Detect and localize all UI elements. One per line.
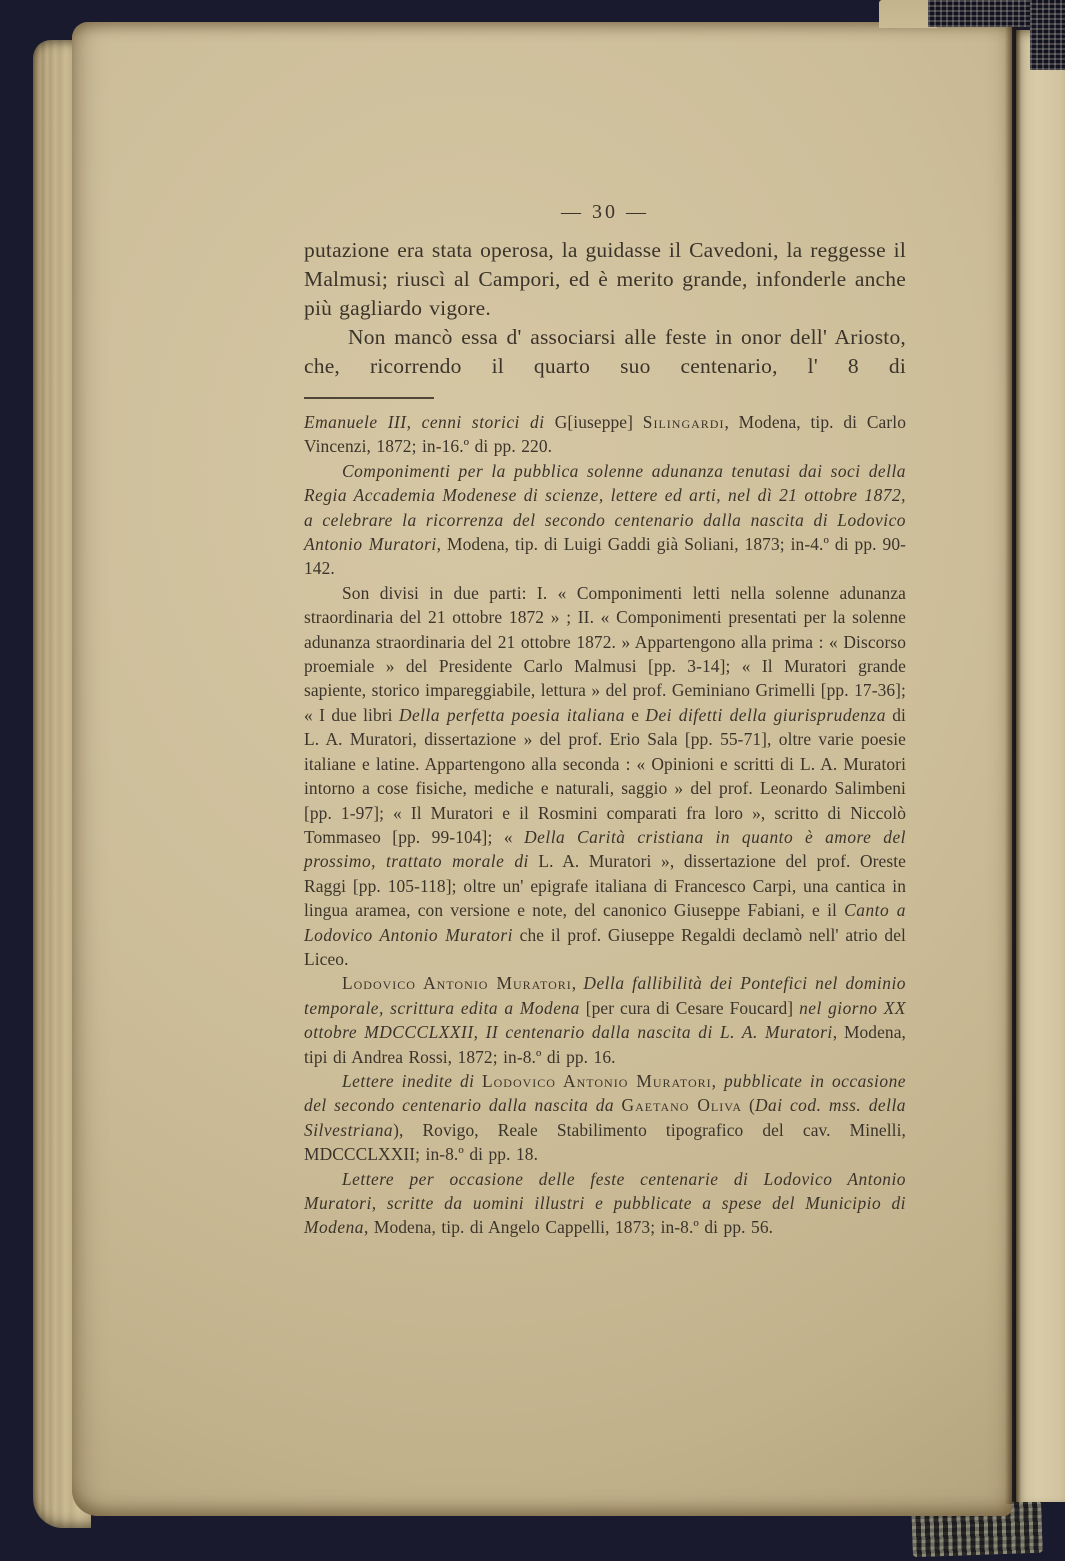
footnote-segment-roman: , Modena, tip. di Carlo Vincenzi, 1872; in-16.º di pp. 220. xyxy=(304,412,906,457)
footnote xyxy=(304,1069,906,1167)
footnote-segment-italic: Canto a Lodovico Antonio Muratori xyxy=(304,900,906,945)
footnotes xyxy=(304,410,906,1240)
footnote-segment-italic: Della fallibilità dei Pontefici nel dominio temporale, scrittura edita a Modena xyxy=(304,973,906,1018)
footnote-segment-smallcaps: Silingardi xyxy=(642,412,725,432)
footnote-segment-roman: di L. A. Muratori, dissertazione » del prof. Erio Sala [pp. 55-71], oltre varie poesie italiane e latine. Appartengono alla seconda : « Opinioni e scritti di L. A. Muratori intorno a cose fisiche, mediche e naturali, saggio » del prof. Leonardo Salimbeni [pp. 1-97]; « Il Muratori e il Rosmini comparati fra loro », scritto di Niccolò Tommaseo [pp. 99-104]; « xyxy=(304,704,906,847)
footnote-segment-italic: nel giorno XX ottobre MDCCCLXXII, II centenario dalla nascita di L. A. Muratori xyxy=(304,997,906,1043)
footnote xyxy=(304,410,906,459)
page-number: — 30 — xyxy=(561,201,649,223)
footnote-segment-roman: e xyxy=(624,704,646,725)
book-page xyxy=(72,22,1012,1516)
binding-cloth-corner xyxy=(1030,0,1065,70)
footnote-segment-italic: Lettere per occasione delle feste centenarie di Lodovico Antonio Muratori, scritte da uomini illustri e pubblicate a spese del Municipio di Modena xyxy=(304,1168,906,1238)
footnote-segment-roman: , Modena, tipi di Andrea Rossi, 1872; in-8.º di pp. 16. xyxy=(304,1022,906,1067)
footnote-segment-italic: Della Carità cristiana in quanto è amore del prossimo, trattato morale di xyxy=(304,826,906,872)
footnote-segment-italic: Componimenti per la pubblica solenne adunanza tenutasi dai soci della Regia Accademia Modenese di scienze, lettere ed arti, nel dì 21 ottobre 1872, a celebrare la ricorrenza del secondo centenario dalla nascita di Lodovico Antonio Muratori xyxy=(304,460,906,555)
footnote-separator xyxy=(304,397,434,399)
footnote-segment-italic: Emanuele III, cenni storici di xyxy=(304,412,555,432)
footnote xyxy=(304,1167,906,1240)
body-text xyxy=(304,236,906,381)
footnote-segment-roman: G[iuseppe] xyxy=(554,412,643,432)
next-page-edge xyxy=(1016,30,1065,1502)
footnote-segment-smallcaps: Gaetano Oliva xyxy=(621,1095,743,1116)
gutter-crease-shadow xyxy=(1005,24,1021,1504)
body-paragraph: Non mancò essa d' associarsi alle feste in onor dell' Ariosto, che, ricorrendo il quarto suo centenario, l' 8 di xyxy=(304,325,906,378)
footnote-segment-roman: [per cura di Cesare Foucard] xyxy=(579,997,800,1018)
footnote-segment-smallcaps: Lodovico Antonio Muratori xyxy=(342,973,572,994)
page-content xyxy=(304,200,906,1240)
footnote-segment-italic: Lettere inedite di xyxy=(342,1070,483,1091)
footnote-segment-italic: Dai cod. mss. della Silvestriana xyxy=(304,1095,906,1140)
footnote-segment-roman: , Modena, tip. di Luigi Gaddi già Soliani, 1873; in-4.º di pp. 90-142. xyxy=(304,534,907,579)
footnote-segment-italic: , pubblicate in occasione del secondo centenario dalla nascita da xyxy=(304,1070,906,1116)
footnote-segment-roman: ( xyxy=(742,1095,755,1116)
footnote-segment-roman: Son divisi in due parti: I. « Componimenti letti nella solenne adunanza straordinaria del 21 ottobre 1872 » ; II. « Componimenti presentati per la solenne adunanza straordinaria del 21 ottobre 1872. » Appartengono alla prima : « Discorso proemiale » del Presidente Carlo Malmusi [pp. 3-14]; « Il Muratori grande sapiente, storico impareggiabile, lettura » del prof. Geminiano Grimelli [pp. 17-36]; « I due libri xyxy=(304,582,906,725)
footnote-segment-italic: Della perfetta poesia italiana xyxy=(398,704,625,725)
footnote-segment-roman: , xyxy=(571,973,584,994)
footnote xyxy=(304,459,906,581)
footnote-segment-smallcaps: Lodovico Antonio Muratori xyxy=(482,1070,712,1091)
footnote xyxy=(304,971,906,1069)
footnote-segment-roman: , Modena, tip. di Angelo Cappelli, 1873; in-8.º di pp. 56. xyxy=(364,1217,774,1238)
footnote-segment-roman: L. A. Muratori », dissertazione del prof. Oreste Raggi [pp. 105-118]; oltre un' epigrafe italiana di Francesco Carpi, una cantica in lingua aramea, con versione e note, del canonico Giuseppe Fabiani, e il xyxy=(304,851,906,921)
footnote-segment-roman: ), Rovigo, Reale Stabilimento tipografico del cav. Minelli, MDCCCLXXII; in-8.º di pp. 18. xyxy=(304,1119,906,1165)
footnote-segment-roman: che il prof. Giuseppe Regaldi declamò nell' atrio del Liceo. xyxy=(304,924,906,969)
body-paragraph: putazione era stata operosa, la guidasse il Cavedoni, la reggesse il Malmusi; riuscì al Campori, ed è merito grande, infonderle anche più gagliardo vigore. xyxy=(304,238,906,320)
footnote xyxy=(304,581,906,972)
footnote-segment-italic: Dei difetti della giurisprudenza xyxy=(645,704,886,725)
